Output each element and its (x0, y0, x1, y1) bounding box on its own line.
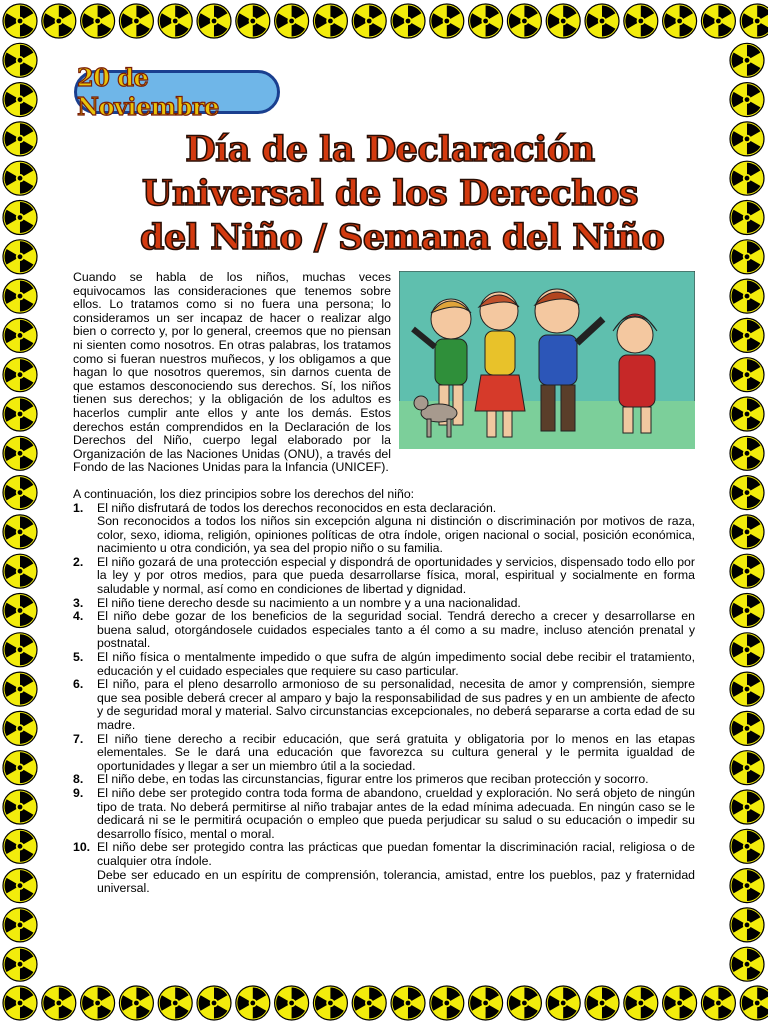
principle-text: El niño gozará de una protección especial y dispondrá de oportunidades y servicios, dispensado todo ello por la ley y por otros medios, para que pueda desarrollarse física, moral, espiritual y socialmente en forma saludable y normal, así como en condiciones de libertad y dignidad. (97, 554, 695, 597)
radiation-trefoil-icon (0, 43, 37, 79)
principle-item (73, 502, 695, 556)
principles-list (73, 502, 695, 896)
principle-number: 2. (73, 554, 84, 569)
principle-text: El niño disfrutará de todos los derechos reconocidos en esta declaración. (97, 500, 497, 515)
radiation-trefoil-icon (0, 829, 37, 865)
radiation-trefoil-icon (659, 4, 696, 40)
radiation-trefoil-icon (727, 908, 764, 944)
radiation-trefoil-icon (271, 4, 308, 40)
radiation-trefoil-icon (0, 397, 37, 433)
radiation-trefoil-icon (621, 986, 658, 1022)
radiation-trefoil-icon (504, 4, 541, 40)
radiation-trefoil-icon (727, 869, 764, 905)
date-badge (74, 63, 280, 121)
radiation-trefoil-icon (727, 790, 764, 826)
radiation-trefoil-icon (727, 397, 764, 433)
radiation-trefoil-icon (465, 986, 502, 1022)
radiation-trefoil-icon (0, 986, 37, 1022)
radiation-trefoil-icon (727, 751, 764, 787)
radiation-trefoil-icon (155, 986, 192, 1022)
radiation-trefoil-icon (0, 633, 37, 669)
radiation-trefoil-icon (0, 672, 37, 708)
radiation-trefoil-icon (349, 986, 386, 1022)
radiation-trefoil-icon (427, 986, 464, 1022)
principle-text: El niño debe ser protegido contra las prácticas que puedan fomentar la discriminación racial, religiosa o de cualquier otra índole. (97, 840, 695, 868)
principle-text: El niño debe, en todas las circunstancias, figurar entre los primeros que reciban protección y socorro. (97, 772, 649, 787)
principle-text: El niño tiene derecho desde su nacimiento a un nombre y a una nacionalidad. (97, 595, 521, 610)
principle-item (73, 651, 695, 678)
radiation-trefoil-icon (310, 986, 347, 1022)
radiation-trefoil-icon (0, 122, 37, 158)
principle-text: El niño, para el pleno desarrollo armonioso de su personalidad, necesita de amor y comprensión, siempre que sea posible deberá crecer al amparo y bajo la responsabilidad de sus padres y en un ambiente de afecto y de seguridad moral y material. Salvo circunstancias excepcionales, no deberá separarse a corta edad de su madre. (97, 677, 695, 732)
radiation-trefoil-icon (727, 358, 764, 394)
radiation-trefoil-icon (659, 986, 696, 1022)
radiation-trefoil-icon (727, 436, 764, 472)
radiation-trefoil-icon (0, 947, 37, 983)
radiation-trefoil-icon (727, 240, 764, 276)
radiation-trefoil-icon (0, 201, 37, 237)
principle-item (73, 733, 695, 774)
radiation-trefoil-icon (727, 161, 764, 197)
radiation-trefoil-icon (0, 869, 37, 905)
radiation-trefoil-icon (0, 436, 37, 472)
radiation-trefoil-icon (0, 358, 37, 394)
radiation-trefoil-icon (727, 43, 764, 79)
radiation-trefoil-icon (727, 201, 764, 237)
radiation-trefoil-icon (582, 986, 619, 1022)
radiation-trefoil-icon (582, 4, 619, 40)
radiation-trefoil-icon (0, 790, 37, 826)
radiation-trefoil-icon (727, 83, 764, 119)
radiation-trefoil-icon (427, 4, 464, 40)
radiation-trefoil-icon (543, 986, 580, 1022)
radiation-trefoil-icon (727, 554, 764, 590)
title-line-1: Día de la Declaración (185, 129, 595, 170)
radiation-trefoil-icon (727, 829, 764, 865)
principle-text: El niño física o mentalmente impedido o que sufra de algún impedimento social debe recibir el tratamiento, educación y el cuidado especiales que requiere su caso particular. (97, 650, 695, 678)
radiation-trefoil-icon (0, 83, 37, 119)
radiation-trefoil-icon (727, 515, 764, 551)
principle-item (73, 773, 695, 787)
radiation-trefoil-icon (194, 4, 231, 40)
radiation-trefoil-icon (543, 4, 580, 40)
radiation-trefoil-icon (0, 161, 37, 197)
radiation-trefoil-icon (0, 240, 37, 276)
principles-intro: A continuación, los diez principios sobre los derechos del niño: (73, 486, 415, 501)
radiation-trefoil-icon (310, 4, 347, 40)
radiation-trefoil-icon (727, 711, 764, 747)
radiation-trefoil-icon (155, 4, 192, 40)
radiation-trefoil-icon (465, 4, 502, 40)
radiation-trefoil-icon (271, 986, 308, 1022)
radiation-trefoil-icon (116, 986, 153, 1022)
radiation-trefoil-icon (737, 4, 768, 40)
radiation-trefoil-icon (0, 318, 37, 354)
radiation-trefoil-icon (39, 4, 76, 40)
principle-text: El niño debe gozar de los beneficios de la seguridad social. Tendrá derecho a crecer y desarrollarse en buena salud, otorgándosele cuidados especiales tanto a él como a su madre, incluso atención prenatal y postnatal. (97, 609, 695, 651)
principle-extra: Debe ser educado en un espíritu de comprensión, tolerancia, amistad, entre los pueblos, paz y fraternidad universal. (97, 867, 695, 896)
principle-item (73, 610, 695, 651)
principle-item (73, 841, 695, 895)
radiation-trefoil-icon (349, 4, 386, 40)
principle-text: El niño debe ser protegido contra toda forma de abandono, crueldad y exploración. No será objeto de ningún tipo de trata. No deberá permitirse al niño trabajar antes de la edad mínima adecuada. En ningún caso se le dedicará ni se le permitirá ocupación o empleo que pueda perjudicar su salud o su educación o impedir su desarrollo físico, mental o moral. (97, 785, 695, 841)
radiation-trefoil-icon (194, 986, 231, 1022)
principle-extra: Son reconocidos a todos los niños sin excepción alguna ni distinción o discriminación por motivos de raza, color, sexo, idioma, religión, opiniones políticas de otra índole, origen nacional o social, posición económica, nacimiento u otra condición, ya sea del propio niño o su familia. (97, 514, 695, 556)
principle-number: 1. (73, 500, 84, 515)
radiation-trefoil-icon (504, 986, 541, 1022)
children-illustration (399, 271, 695, 449)
date-badge-text: 20 de Noviembre (77, 63, 219, 121)
radiation-trefoil-icon (0, 554, 37, 590)
principle-item (73, 787, 695, 841)
radiation-trefoil-icon (0, 594, 37, 630)
principle-item (73, 597, 695, 611)
radiation-trefoil-icon (0, 751, 37, 787)
radiation-trefoil-icon (77, 986, 114, 1022)
title-line-2: Universal de los Derechos (141, 173, 639, 214)
radiation-trefoil-icon (727, 122, 764, 158)
principle-item (73, 556, 695, 597)
radiation-trefoil-icon (233, 986, 270, 1022)
radiation-trefoil-icon (0, 711, 37, 747)
principle-number: 9. (73, 785, 84, 800)
radiation-trefoil-icon (727, 947, 764, 983)
radiation-trefoil-icon (737, 986, 768, 1022)
page-title (140, 128, 665, 260)
radiation-trefoil-icon (388, 986, 425, 1022)
principle-number: 10. (73, 840, 91, 855)
title-line-3: del Niño / Semana del Niño (140, 217, 665, 258)
article-body (73, 271, 695, 896)
principle-number: 8. (73, 772, 84, 787)
radiation-trefoil-icon (727, 594, 764, 630)
principle-text: El niño tiene derecho a recibir educación, que será gratuita y obligatoria por lo menos en las etapas elementales. Se le dará una educación que favorezca su cultura general y le permita igualdad de oportunidades y llegar a ser un miembro útil a la sociedad. (97, 731, 695, 773)
radiation-trefoil-icon (727, 672, 764, 708)
principle-number: 6. (73, 677, 84, 692)
radiation-trefoil-icon (0, 476, 37, 512)
radiation-trefoil-icon (621, 4, 658, 40)
intro-paragraph: Cuando se habla de los niños, muchas veces equivocamos las consideraciones que tenemos sobre ellos. Lo tratamos como si no fuera una persona; lo consideramos un ser incapaz de hacer o realizar algo bien o correcto y, por lo general, creemos que no piensan ni sienten como nosotros. En otras palabras, los tratamos como si fueran nuestros muñecos, y los obligamos a que hagan lo que nosotros queremos, sin darnos cuenta de que estamos desconociendo sus derechos. Sí, los niños tienen sus derechos; y la obligación de los adultos es hacerlos cumplir ante ellos y ante los demás. Estos derechos están comprendidos en la Declaración de los Derechos del Niño, cuerpo legal elaborado por la Organización de las Naciones Unidas (ONU), a través del Fondo de las Naciones Unidas para la Infancia (UNICEF). (73, 270, 391, 475)
principle-number: 7. (73, 731, 84, 746)
principle-number: 4. (73, 609, 84, 624)
principle-number: 3. (73, 595, 84, 610)
radiation-trefoil-icon (727, 318, 764, 354)
radiation-trefoil-icon (698, 4, 735, 40)
radiation-trefoil-icon (0, 279, 37, 315)
radiation-trefoil-icon (388, 4, 425, 40)
radiation-trefoil-icon (116, 4, 153, 40)
radiation-trefoil-icon (698, 986, 735, 1022)
radiation-trefoil-icon (727, 476, 764, 512)
radiation-trefoil-icon (233, 4, 270, 40)
radiation-trefoil-icon (0, 4, 37, 40)
principle-number: 5. (73, 650, 84, 665)
principle-item (73, 678, 695, 732)
radiation-trefoil-icon (0, 908, 37, 944)
radiation-trefoil-icon (77, 4, 114, 40)
radiation-trefoil-icon (727, 279, 764, 315)
radiation-trefoil-icon (727, 633, 764, 669)
radiation-trefoil-icon (0, 515, 37, 551)
radiation-trefoil-icon (39, 986, 76, 1022)
